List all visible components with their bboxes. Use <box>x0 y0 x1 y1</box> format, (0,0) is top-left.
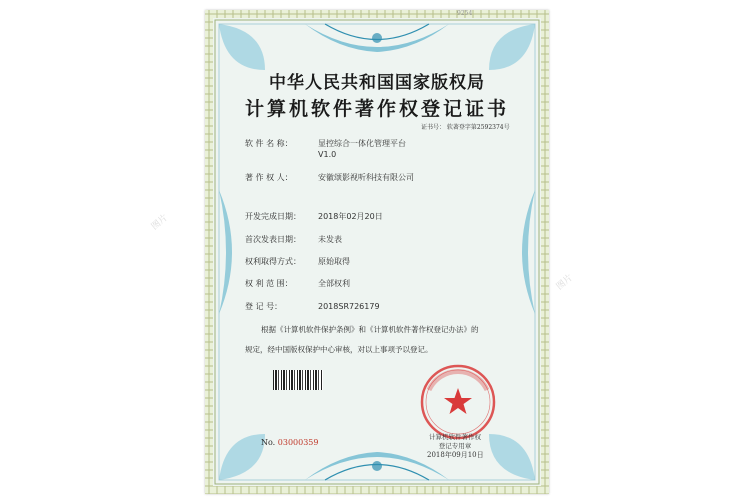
field-copyright-owner <box>245 172 414 183</box>
issue-date: 2018年09月10日 <box>427 451 484 459</box>
field-label: 权 利 范 围： <box>245 279 293 288</box>
certificate-number <box>261 438 318 447</box>
field-value: 原始取得 <box>318 257 350 266</box>
field-label: 开发完成日期： <box>245 212 301 221</box>
watermark-left: 图片 <box>149 213 171 233</box>
star-icon <box>444 388 472 414</box>
field-label: 权利取得方式： <box>245 257 301 266</box>
field-label: 软 件 名 称： <box>245 139 293 148</box>
seal-line-2: 登记专用章 <box>438 442 472 450</box>
field-acquisition-method <box>245 256 350 267</box>
statement <box>245 323 535 357</box>
certificate-number-prefix: No. <box>261 438 276 447</box>
field-software-name <box>245 138 406 149</box>
certificate-number-value: 03000359 <box>277 438 319 447</box>
field-value: 显控综合一体化管理平台 <box>318 139 406 148</box>
certificate-title: 计算机软件著作权登记证书 <box>244 98 509 120</box>
field-value: 未发表 <box>318 235 342 244</box>
field-value: 全部权利 <box>318 279 350 288</box>
field-label: 著 作 权 人： <box>245 173 293 182</box>
field-label: 登 记 号： <box>245 302 283 311</box>
software-version: V1.0 <box>318 150 337 159</box>
field-registration-number <box>245 301 380 312</box>
field-publish-date <box>245 234 342 245</box>
certificate <box>205 10 549 494</box>
field-value: 安徽颂影视听科技有限公司 <box>318 173 414 182</box>
seal-ring-text-arc <box>429 372 487 390</box>
seal-label <box>405 433 505 451</box>
field-value: 2018SR726179 <box>318 302 380 311</box>
seal-line-1: 计算机软件著作权 <box>429 433 481 441</box>
barcode <box>273 370 323 390</box>
certificate-serial: 证书号： 软著登字第2592374号 <box>421 124 510 131</box>
field-completion-date <box>245 211 383 222</box>
statement-line-1: 根据《计算机软件保护条例》和《计算机软件著作权登记办法》的 <box>261 325 479 334</box>
official-seal <box>413 360 503 440</box>
issuer-title: 中华人民共和国国家版权局 <box>269 73 485 93</box>
field-rights-scope <box>245 278 350 289</box>
corner-number: 9254 <box>457 10 473 17</box>
watermark-right: 图片 <box>554 273 576 293</box>
field-label: 首次发表日期： <box>245 235 301 244</box>
field-value: 2018年02月20日 <box>318 212 383 221</box>
statement-line-2: 规定，经中国版权保护中心审核，对以上事项予以登记。 <box>245 345 433 354</box>
